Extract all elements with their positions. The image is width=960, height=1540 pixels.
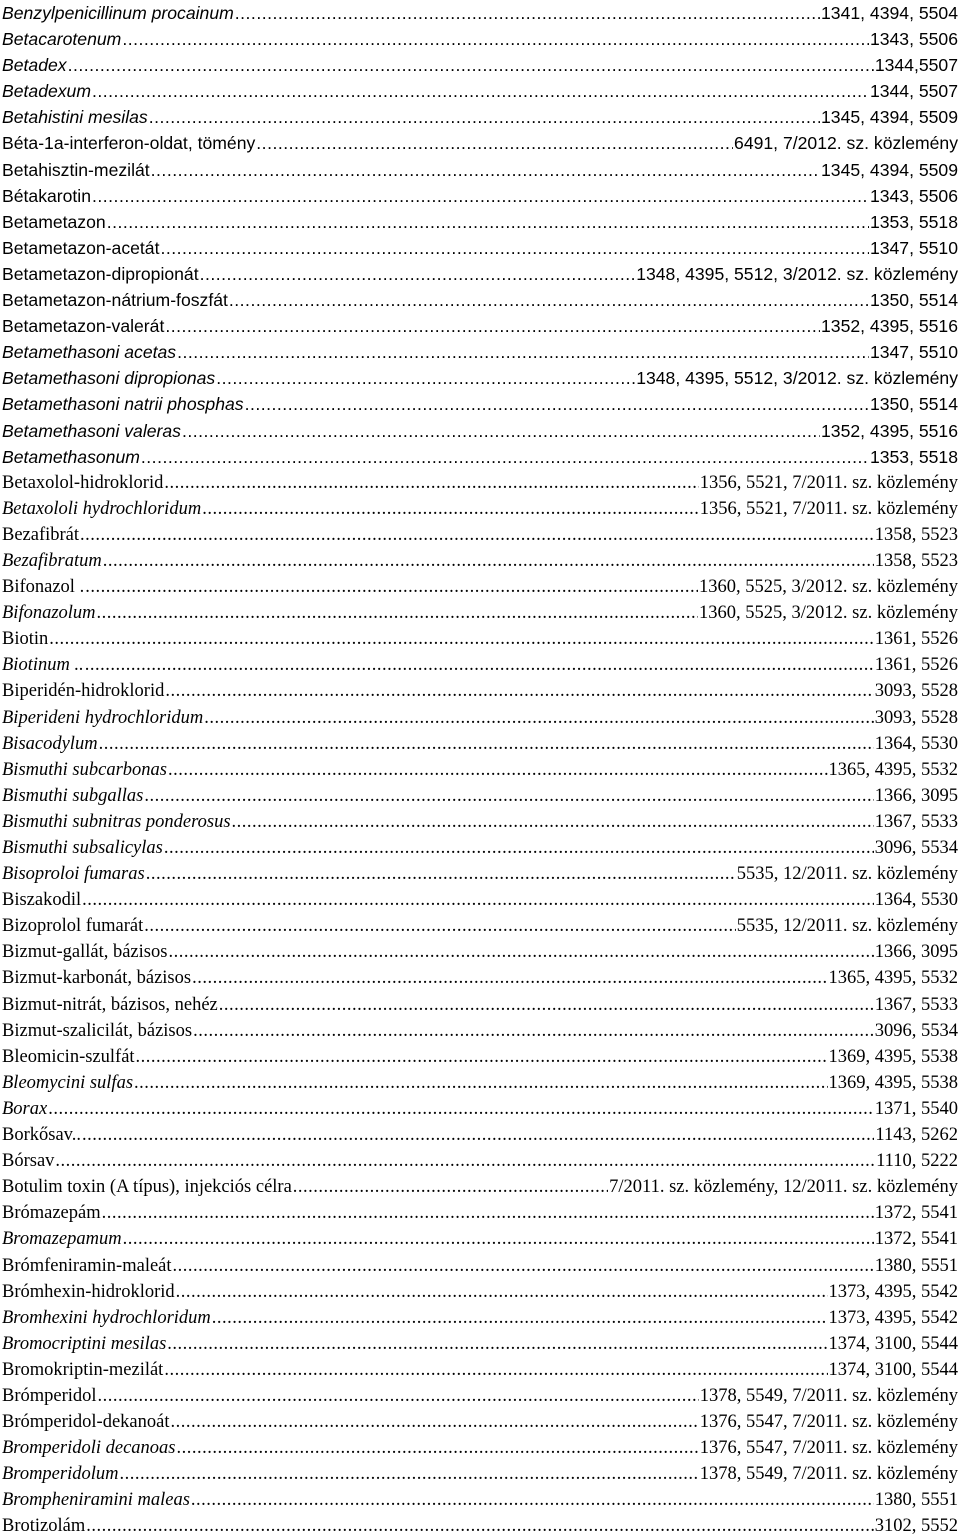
index-entry: [2, 78, 958, 104]
entry-page-refs: 1374, 3100, 5544: [828, 1359, 958, 1380]
entry-page-refs: 1347, 5510: [869, 237, 958, 258]
entry-term: Bromperidoli decanoas: [2, 1438, 176, 1459]
entry-term: Bizmut-nitrát, bázisos, nehéz: [2, 994, 218, 1015]
entry-term: Bizoprolol fumarát: [2, 916, 144, 937]
index-entry: [2, 1096, 958, 1122]
entry-page-refs: 1352, 4395, 5516: [821, 420, 958, 441]
dot-leader: [99, 731, 874, 757]
dot-leader: [82, 887, 874, 913]
dot-leader: [103, 548, 874, 574]
index-entry: [2, 1279, 958, 1305]
entry-term: Biszakodil: [2, 890, 82, 911]
entry-term: Borax: [2, 1098, 48, 1119]
entry-term: Betamethasonum: [2, 446, 140, 467]
entry-page-refs: 1345, 4394, 5509: [821, 107, 958, 128]
entry-page-refs: 1371, 5540: [874, 1098, 958, 1119]
dot-leader: [151, 157, 820, 183]
dot-leader: [202, 496, 699, 522]
entry-term: Bleomicin-szulfát: [2, 1046, 135, 1067]
dot-leader: [49, 626, 873, 652]
index-entry: [2, 1070, 958, 1096]
entry-page-refs: 1343, 5506: [869, 185, 958, 206]
entry-term: Bismuthi subsalicylas: [2, 838, 163, 858]
entry-page-refs: 1347, 5510: [869, 342, 958, 363]
entry-page-refs: 1380, 5551: [874, 1255, 958, 1276]
entry-term: Betametazon-valerát: [2, 316, 165, 337]
index-entry: [2, 757, 958, 783]
index-entry: [2, 1383, 958, 1409]
entry-term: Brómfeniramin-maleát: [2, 1255, 172, 1276]
index-entry: [2, 261, 958, 287]
entry-page-refs: 3102, 5552: [874, 1516, 958, 1537]
dot-leader: [165, 678, 873, 704]
entry-page-refs: 7/2011. sz. közlemény, 12/2011. sz. közlemény: [609, 1177, 958, 1198]
index-entry: [2, 861, 958, 887]
dot-leader: [86, 1513, 874, 1539]
index-entry: [2, 1305, 958, 1331]
entry-term: Betadexum: [2, 81, 91, 102]
entry-term: Bleomycini sulfas: [2, 1072, 134, 1093]
dot-leader: [107, 209, 869, 235]
dot-leader: [235, 0, 820, 26]
dot-leader: [144, 913, 735, 939]
entry-term: Brómperidol-dekanoát: [2, 1412, 170, 1433]
entry-term: Betaxolol-hidroklorid: [2, 472, 164, 493]
dot-leader: [293, 1174, 608, 1200]
dot-leader: [193, 1018, 874, 1044]
dot-leader: [204, 705, 874, 731]
dot-leader: [102, 1200, 874, 1226]
dot-leader: [177, 1435, 699, 1461]
entry-page-refs: 1343, 5506: [869, 29, 958, 50]
entry-page-refs: 1360, 5525, 3/2012. sz. közlemény: [699, 577, 958, 598]
entry-page-refs: 1350, 5514: [869, 394, 958, 415]
entry-term: Bifonazol .: [2, 577, 85, 598]
dot-leader: [176, 1279, 828, 1305]
entry-term: Biotinum ..: [2, 655, 84, 676]
entry-term: Béta-1a-interferon-oldat, tömény: [2, 133, 256, 154]
entry-term: Bizmut-gallát, bázisos: [2, 942, 168, 963]
index-entry: [2, 1226, 958, 1252]
entry-term: Bizmut-karbonát, bázisos: [2, 968, 192, 989]
dot-leader: [219, 992, 874, 1018]
entry-page-refs: 1143, 5262: [875, 1125, 958, 1146]
dot-leader: [144, 783, 873, 809]
index-entry: [2, 809, 958, 835]
entry-term: Betahistini mesilas: [2, 107, 148, 128]
entry-page-refs: 1360, 5525, 3/2012. sz. közlemény: [699, 603, 958, 624]
entry-term: Bizmut-szalicilát, bázisos: [2, 1020, 193, 1041]
dot-leader: [123, 1226, 874, 1252]
entry-term: Brómhexin-hidroklorid: [2, 1281, 175, 1302]
entry-page-refs: 1361, 5526: [874, 629, 958, 650]
dot-leader: [177, 339, 869, 365]
index-entry: [2, 887, 958, 913]
index-entry: [2, 0, 958, 26]
index-entry: [2, 339, 958, 365]
entry-page-refs: 1356, 5521, 7/2011. sz. közlemény: [699, 472, 958, 493]
entry-page-refs: 1373, 4395, 5542: [828, 1281, 958, 1302]
entry-page-refs: 3093, 5528: [874, 707, 958, 728]
entry-page-refs: 1110, 5222: [876, 1151, 958, 1172]
dot-leader: [136, 1044, 828, 1070]
entry-page-refs: 1350, 5514: [869, 290, 958, 311]
index-entry: [2, 1513, 958, 1539]
index-entry: [2, 1174, 958, 1200]
index-entry: [2, 1409, 958, 1435]
dot-leader: [149, 104, 820, 130]
entry-term: Bezafibrát: [2, 524, 80, 545]
dot-leader: [182, 418, 820, 444]
entry-term: Bifonazolum: [2, 603, 96, 624]
index-entry: [2, 418, 958, 444]
entry-term: Biperidén-hidroklorid: [2, 681, 165, 702]
entry-term: Brompheniramini maleas: [2, 1490, 190, 1511]
entry-page-refs: 1344, 5507: [869, 81, 958, 102]
dot-leader: [85, 652, 874, 678]
entry-term: Bezafibratum: [2, 550, 102, 571]
dot-leader: [164, 470, 698, 496]
index-entry: [2, 157, 958, 183]
index-entry: [2, 1435, 958, 1461]
entry-page-refs: 1366, 3095: [874, 942, 958, 963]
index-entry: [2, 1148, 958, 1174]
index-entry: [2, 1122, 958, 1148]
dot-leader: [146, 861, 736, 887]
dot-leader: [216, 365, 635, 391]
entry-page-refs: 5535, 12/2011. sz. közlemény: [736, 916, 958, 937]
index-entry: [2, 1200, 958, 1226]
dot-leader: [160, 235, 868, 261]
entry-page-refs: 1365, 4395, 5532: [828, 759, 958, 780]
index-entry: [2, 600, 958, 626]
index-entry: [2, 574, 958, 600]
index-entry: [2, 1044, 958, 1070]
entry-term: Betametazon-dipropionát: [2, 263, 199, 284]
dot-leader: [173, 1253, 874, 1279]
entry-term: Bisoproloi fumaras: [2, 864, 145, 885]
entry-page-refs: 1361, 5526: [874, 655, 958, 676]
index-entry: [2, 1357, 958, 1383]
index-entry: [2, 1331, 958, 1357]
entry-page-refs: 3093, 5528: [874, 681, 958, 702]
index-entry: [2, 235, 958, 261]
entry-page-refs: 1348, 4395, 5512, 3/2012. sz. közlemény: [636, 368, 958, 389]
dot-leader: [232, 809, 874, 835]
dot-leader: [98, 1383, 699, 1409]
entry-term: Bromocriptini mesilas: [2, 1333, 167, 1354]
entry-page-refs: 3096, 5534: [874, 838, 958, 858]
index-entry: [2, 496, 958, 522]
entry-page-refs: 1365, 4395, 5532: [828, 968, 958, 989]
index-entry: [2, 1461, 958, 1487]
dot-leader: [170, 1409, 698, 1435]
dot-leader: [92, 78, 869, 104]
entry-page-refs: 1376, 5547, 7/2011. sz. közlemény: [699, 1438, 958, 1459]
entry-page-refs: 1356, 5521, 7/2011. sz. közlemény: [699, 498, 958, 519]
index-entry: [2, 992, 958, 1018]
entry-term: Bétakarotin: [2, 185, 91, 206]
index-entry: [2, 183, 958, 209]
dot-leader: [245, 391, 869, 417]
index-entry: [2, 965, 958, 991]
index-entry: [2, 209, 958, 235]
entry-page-refs: 1367, 5533: [874, 811, 958, 832]
entry-term: Brómperidol: [2, 1385, 97, 1406]
entry-term: Bisacodylum: [2, 733, 98, 754]
dot-leader: [200, 261, 636, 287]
entry-term: Bismuthi subnitras ponderosus: [2, 811, 231, 832]
entry-page-refs: 1369, 4395, 5538: [828, 1072, 958, 1093]
index-entry: [2, 365, 958, 391]
index-entry: [2, 52, 958, 78]
dot-leader: [82, 1122, 874, 1148]
dot-leader: [167, 1331, 827, 1357]
index-entry: [2, 26, 958, 52]
entry-term: Betamethasoni valeras: [2, 420, 181, 441]
index-entry: [2, 705, 958, 731]
entry-term: Betamethasoni natrii phosphas: [2, 394, 244, 415]
index-entry: [2, 470, 958, 496]
dot-leader: [168, 757, 828, 783]
entry-page-refs: 1376, 5547, 7/2011. sz. közlemény: [699, 1412, 958, 1433]
index-entry: [2, 130, 958, 156]
dot-leader: [48, 1096, 874, 1122]
index-entry: [2, 287, 958, 313]
index-entry: [2, 1487, 958, 1513]
index-entry: [2, 835, 958, 861]
entry-term: Brotizolám: [2, 1516, 86, 1537]
dot-leader: [168, 939, 873, 965]
index-entry: [2, 391, 958, 417]
dot-leader: [68, 52, 874, 78]
dot-leader: [141, 444, 869, 470]
dot-leader: [85, 574, 698, 600]
entry-page-refs: 1364, 5530: [874, 890, 958, 911]
index-entry: [2, 104, 958, 130]
dot-leader: [192, 965, 827, 991]
dot-leader: [122, 26, 869, 52]
entry-term: Betametazon: [2, 211, 106, 232]
dot-leader: [164, 1357, 827, 1383]
entry-page-refs: 3096, 5534: [874, 1020, 958, 1041]
entry-term: Bismuthi subgallas: [2, 785, 144, 806]
entry-page-refs: 1352, 4395, 5516: [821, 316, 958, 337]
entry-page-refs: 1372, 5541: [874, 1203, 958, 1224]
index-entry: [2, 548, 958, 574]
entry-term: Bismuthi subcarbonas: [2, 759, 167, 780]
dot-leader: [55, 1148, 875, 1174]
index-entry: [2, 913, 958, 939]
dot-leader: [229, 287, 869, 313]
index-entry: [2, 313, 958, 339]
entry-page-refs: 1353, 5518: [869, 446, 958, 467]
entry-term: Biperideni hydrochloridum: [2, 707, 204, 728]
entry-page-refs: 1378, 5549, 7/2011. sz. közlemény: [699, 1385, 958, 1406]
entry-term: Botulim toxin (A típus), injekciós célra: [2, 1177, 292, 1198]
dot-leader: [164, 835, 874, 861]
entry-page-refs: 1369, 4395, 5538: [828, 1046, 958, 1067]
entry-term: Bromokriptin-mezilát: [2, 1359, 164, 1380]
index-entry: [2, 652, 958, 678]
entry-page-refs: 1373, 4395, 5542: [828, 1307, 958, 1328]
entry-term: Betametazon-nátrium-foszfát: [2, 290, 228, 311]
index-entry: [2, 1253, 958, 1279]
entry-page-refs: 1366, 3095: [874, 785, 958, 806]
entry-page-refs: 1341, 4394, 5504: [821, 3, 958, 23]
entry-term: Bórsav: [2, 1151, 55, 1172]
entry-page-refs: 1364, 5530: [874, 733, 958, 754]
dot-leader: [212, 1305, 828, 1331]
entry-page-refs: 6491, 7/2012. sz. közlemény: [734, 133, 958, 154]
entry-term: Betacarotenum: [2, 29, 122, 50]
entry-term: Biotin: [2, 629, 49, 650]
entry-page-refs: 1378, 5549, 7/2011. sz. közlemény: [699, 1464, 958, 1485]
entry-page-refs: 1367, 5533: [874, 994, 958, 1015]
entry-page-refs: 5535, 12/2011. sz. közlemény: [736, 864, 958, 885]
dot-leader: [256, 130, 733, 156]
entry-term: Betahisztin-mezilát: [2, 159, 150, 180]
index-entry: [2, 522, 958, 548]
entry-page-refs: 1380, 5551: [874, 1490, 958, 1511]
entry-page-refs: 1374, 3100, 5544: [828, 1333, 958, 1354]
entry-page-refs: 1348, 4395, 5512, 3/2012. sz. közlemény: [636, 263, 958, 284]
dot-leader: [92, 183, 869, 209]
index-entry: [2, 1018, 958, 1044]
entry-term: Bromazepamum: [2, 1229, 122, 1250]
index-entry: [2, 444, 958, 470]
entry-term: Betaxololi hydrochloridum: [2, 498, 202, 519]
index-entry: [2, 678, 958, 704]
entry-term: Betadex: [2, 55, 67, 76]
entry-page-refs: 1372, 5541: [874, 1229, 958, 1250]
index-list: [2, 0, 958, 1540]
entry-term: Benzylpenicillinum procainum: [2, 3, 234, 23]
entry-term: Betamethasoni dipropionas: [2, 368, 216, 389]
dot-leader: [97, 600, 699, 626]
entry-term: Bromhexini hydrochloridum: [2, 1307, 211, 1328]
entry-term: Bromperidolum: [2, 1464, 119, 1485]
dot-leader: [80, 522, 874, 548]
index-entry: [2, 626, 958, 652]
dot-leader: [165, 313, 820, 339]
entry-page-refs: 1344,5507: [874, 55, 958, 76]
index-entry: [2, 939, 958, 965]
entry-page-refs: 1353, 5518: [869, 211, 958, 232]
entry-page-refs: 1358, 5523: [874, 524, 958, 545]
dot-leader: [191, 1487, 874, 1513]
entry-term: Brómazepám: [2, 1203, 101, 1224]
dot-leader: [134, 1070, 827, 1096]
entry-term: Betametazon-acetát: [2, 237, 160, 258]
dot-leader: [119, 1461, 698, 1487]
entry-page-refs: 1345, 4394, 5509: [821, 159, 958, 180]
index-entry: [2, 783, 958, 809]
entry-page-refs: 1358, 5523: [874, 550, 958, 571]
entry-term: Borkősav..: [2, 1125, 81, 1146]
index-entry: [2, 731, 958, 757]
entry-term: Betamethasoni acetas: [2, 342, 177, 363]
